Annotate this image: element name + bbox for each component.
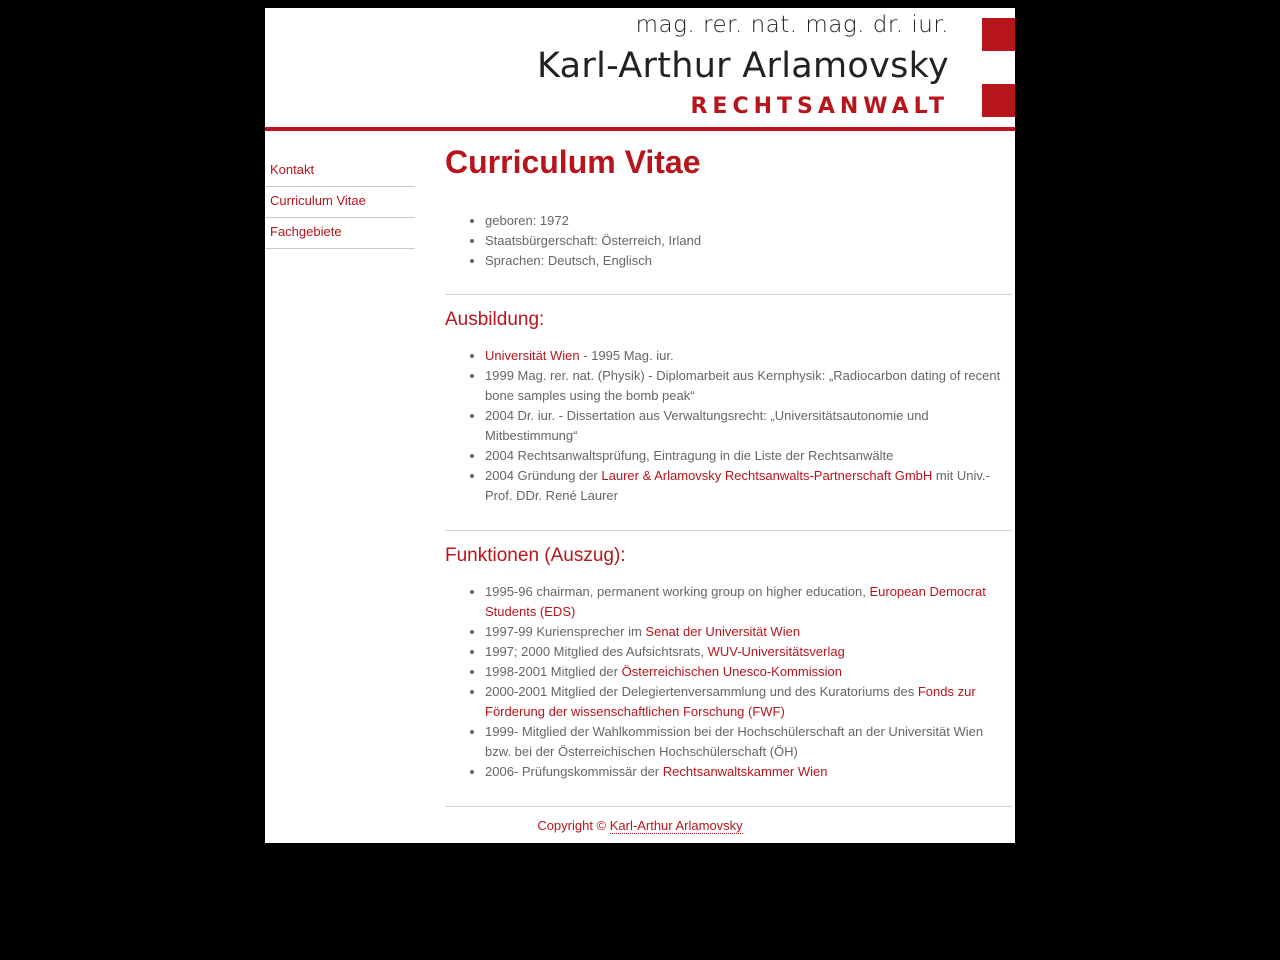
functions-list xyxy=(445,582,1012,782)
list-item: • 1999- Mitglied der Wahlkommission bei der Hochschülerschaft an der Universität Wien bzw. bei der Österreichischen Hochschülerschaft (ÖH) xyxy=(485,722,1012,762)
logo-academic-title: mag. rer. nat. mag. dr. iur. xyxy=(635,12,949,38)
nav-item-curriculum-vitae[interactable]: Curriculum Vitae xyxy=(265,187,415,218)
link-rechtsanwaltskammer[interactable]: Rechtsanwaltskammer Wien xyxy=(662,764,828,779)
nav-item-fachgebiete[interactable]: Fachgebiete xyxy=(265,218,415,249)
list-item: • Universität Wien - 1995 Mag. iur. xyxy=(485,346,1012,366)
functions-heading: Funktionen (Auszug): xyxy=(445,545,626,566)
copyright-text: Copyright © xyxy=(537,818,610,833)
divider xyxy=(445,530,1012,531)
logo-red-block-top xyxy=(982,18,1015,51)
logo-profession: RECHTSANWALT xyxy=(690,94,949,119)
education-heading: Ausbildung: xyxy=(445,309,545,330)
education-list xyxy=(445,346,1012,506)
divider xyxy=(445,806,1012,807)
nav-item-kontakt[interactable]: Kontakt xyxy=(265,156,415,187)
link-eds[interactable]: European Democrat Students (EDS) xyxy=(485,584,986,619)
list-item: • Sprachen: Deutsch, Englisch xyxy=(485,251,1012,271)
sidebar-nav xyxy=(265,156,415,249)
divider xyxy=(445,294,1012,295)
list-item: • geboren: 1972 xyxy=(485,211,1012,231)
list-item: • 1998-2001 Mitglied der Österreichischen Unesco-Kommission xyxy=(485,662,1012,682)
list-item: • 2004 Rechtsanwaltsprüfung, Eintragung in die Liste der Rechtsanwälte xyxy=(485,446,1012,466)
logo-red-block-bottom xyxy=(982,84,1015,117)
page-title: Curriculum Vitae xyxy=(445,144,701,180)
link-universitaet-wien[interactable]: Universität Wien xyxy=(485,348,580,363)
list-item: • 2006- Prüfungskommissär der Rechtsanwaltskammer Wien xyxy=(485,762,1012,782)
link-senat-uni-wien[interactable]: Senat der Universität Wien xyxy=(645,624,801,639)
link-fwf[interactable]: Fonds zur Förderung der wissenschaftlichen Forschung (FWF) xyxy=(485,684,976,719)
page-container xyxy=(265,8,1015,843)
list-item: • 2004 Dr. iur. - Dissertation aus Verwaltungsrecht: „Universitätsautonomie und Mitbestimmung“ xyxy=(485,406,1012,446)
link-laurer-arlamovsky[interactable]: Laurer & Arlamovsky Rechtsanwalts-Partnerschaft GmbH xyxy=(601,468,933,483)
list-item: • 2004 Gründung der Laurer & Arlamovsky Rechtsanwalts-Partnerschaft GmbH mit Univ.-Prof. DDr. René Laurer xyxy=(485,466,1012,506)
footer-author-link[interactable]: Karl-Arthur Arlamovsky xyxy=(609,818,743,833)
footer xyxy=(265,818,1015,833)
logo-name: Karl-Arthur Arlamovsky xyxy=(537,46,949,86)
list-item: • 1995-96 chairman, permanent working group on higher education, European Democrat Students (EDS) xyxy=(485,582,1012,622)
header xyxy=(265,8,1015,127)
list-item: • 1997; 2000 Mitglied des Aufsichtsrats, WUV-Universitätsverlag xyxy=(485,642,1012,662)
main-content xyxy=(445,142,1012,807)
personal-list xyxy=(445,211,1012,271)
list-item: • 1997-99 Kuriensprecher im Senat der Universität Wien xyxy=(485,622,1012,642)
list-item: • 1999 Mag. rer. nat. (Physik) - Diplomarbeit aus Kernphysik: „Radiocarbon dating of recent bone samples using the bomb peak“ xyxy=(485,366,1012,406)
link-unesco-kommission[interactable]: Österreichischen Unesco-Kommission xyxy=(621,664,842,679)
list-item: • Staatsbürgerschaft: Österreich, Irland xyxy=(485,231,1012,251)
link-wuv-verlag[interactable]: WUV-Universitätsverlag xyxy=(707,644,845,659)
header-rule xyxy=(265,127,1015,131)
list-item: • 2000-2001 Mitglied der Delegiertenversammlung und des Kuratoriums des Fonds zur Förderung der wissenschaftlichen Forschung (FWF) xyxy=(485,682,1012,722)
